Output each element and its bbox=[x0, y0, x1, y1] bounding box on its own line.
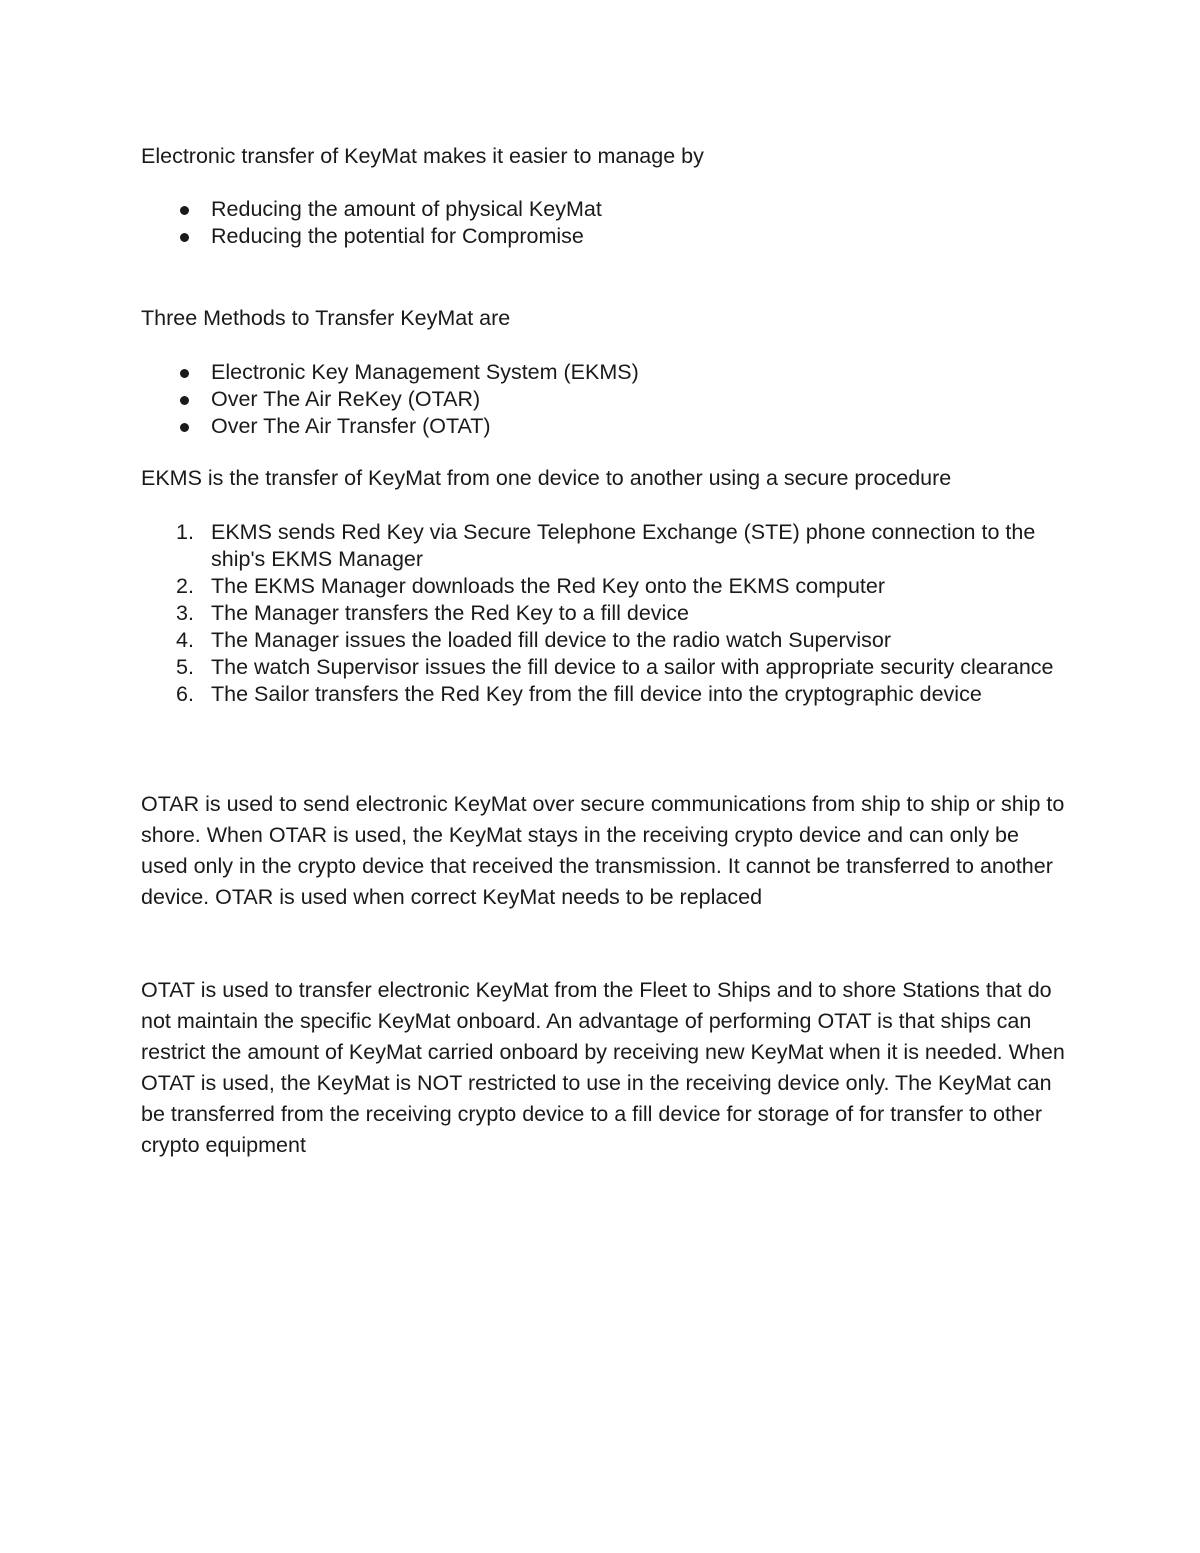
intro-bullet-list bbox=[141, 196, 1071, 250]
methods-paragraph: Three Methods to Transfer KeyMat are bbox=[141, 306, 511, 330]
list-item-text: Over The Air ReKey (OTAR) bbox=[211, 387, 481, 411]
list-item bbox=[141, 223, 1071, 250]
step-number: 3. bbox=[176, 601, 194, 625]
otat-paragraph: OTAT is used to transfer electronic KeyMat from the Fleet to Ships and to shore Stations that do not maintain the specific KeyMat onboard. An advantage of performing OTAT is that ships can restrict the amount of KeyMat carried onboard by receiving new KeyMat when it is needed. When OTAT is used, the KeyMat is NOT restricted to use in the receiving device only. The KeyMat can be transferred from the receiving crypto device to a fill device for storage of for transfer to other crypto equipment bbox=[141, 978, 1065, 1157]
bullet-icon bbox=[180, 206, 189, 215]
step-number: 6. bbox=[176, 682, 194, 706]
step-number: 2. bbox=[176, 574, 194, 598]
bullet-icon bbox=[180, 369, 189, 378]
step-number: 4. bbox=[176, 628, 194, 652]
list-item bbox=[141, 196, 1071, 223]
list-item-text: The Manager issues the loaded fill device to the radio watch Supervisor bbox=[211, 628, 892, 652]
list-item bbox=[141, 600, 1071, 627]
list-item-text: EKMS sends Red Key via Secure Telephone Exchange (STE) phone connection to the ship's EKMS Manager bbox=[211, 520, 1036, 571]
step-number: 5. bbox=[176, 655, 194, 679]
list-item bbox=[141, 413, 1071, 440]
step-number: 1. bbox=[176, 520, 194, 544]
list-item bbox=[141, 386, 1071, 413]
list-item-text: The watch Supervisor issues the fill device to a sailor with appropriate security clearance bbox=[211, 655, 1054, 679]
list-item bbox=[141, 573, 1071, 600]
bullet-icon bbox=[180, 233, 189, 242]
list-item-text: Reducing the potential for Compromise bbox=[211, 224, 584, 248]
list-item bbox=[141, 681, 1071, 708]
methods-bullet-list bbox=[141, 359, 1071, 440]
list-item bbox=[141, 359, 1071, 386]
list-item-text: Electronic Key Management System (EKMS) bbox=[211, 360, 639, 384]
list-item bbox=[141, 519, 1071, 573]
list-item-text: The Sailor transfers the Red Key from the fill device into the cryptographic device bbox=[211, 682, 982, 706]
list-item-text: The EKMS Manager downloads the Red Key onto the EKMS computer bbox=[211, 574, 886, 598]
list-item bbox=[141, 627, 1071, 654]
intro-paragraph: Electronic transfer of KeyMat makes it easier to manage by bbox=[141, 144, 704, 168]
ekms-steps-list bbox=[141, 519, 1071, 708]
bullet-icon bbox=[180, 396, 189, 405]
bullet-icon bbox=[180, 423, 189, 432]
list-item bbox=[141, 654, 1071, 681]
otar-paragraph: OTAR is used to send electronic KeyMat over secure communications from ship to ship or ship to shore. When OTAR is used, the KeyMat stays in the receiving crypto device and can only be used only in the crypto device that received the transmission. It cannot be transferred to another device. OTAR is used when correct KeyMat needs to be replaced bbox=[141, 792, 1065, 909]
ekms-paragraph: EKMS is the transfer of KeyMat from one device to another using a secure procedure bbox=[141, 466, 952, 490]
list-item-text: Over The Air Transfer (OTAT) bbox=[211, 414, 491, 438]
list-item-text: Reducing the amount of physical KeyMat bbox=[211, 197, 602, 221]
list-item-text: The Manager transfers the Red Key to a fill device bbox=[211, 601, 690, 625]
